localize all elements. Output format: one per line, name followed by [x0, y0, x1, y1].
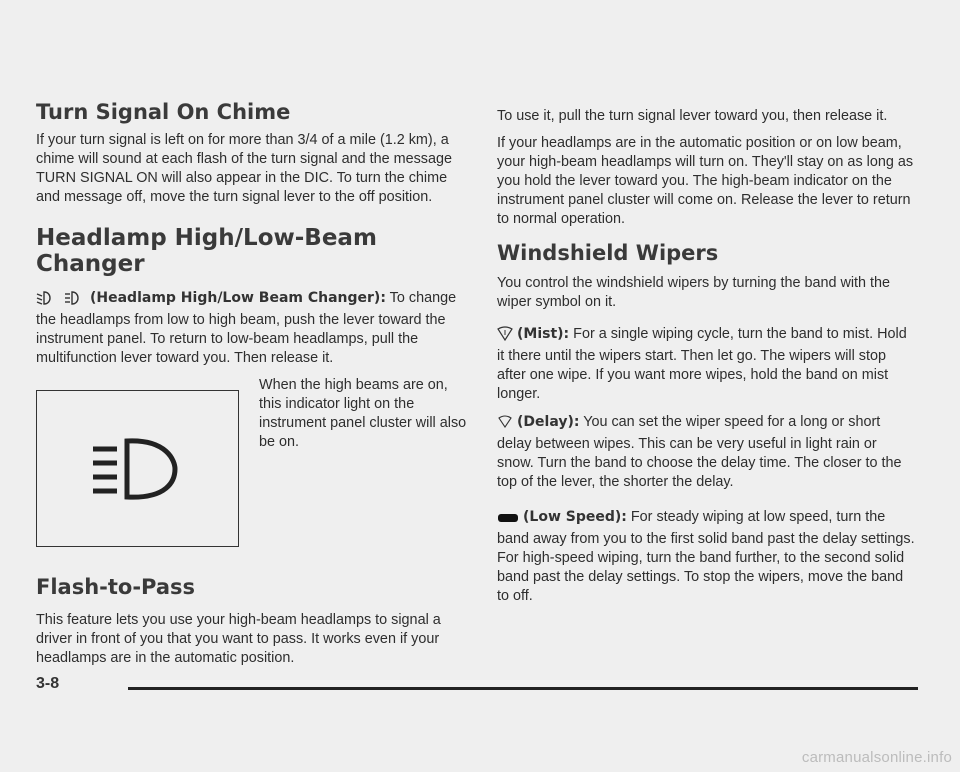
turn-signal-body: If your turn signal is left on for more than 3/4 of a mile (1.2 km), a chime will sound at each flash of the turn signal and the message TURN SIGNAL ON will also appear in the DIC. To turn the chime and message off, move the turn signal lever to the off position. — [36, 132, 452, 205]
flash-intro-paragraph: To use it, pull the turn signal lever toward you, then release it. — [497, 108, 888, 124]
indicator-figure-row — [36, 376, 466, 551]
flash-detail-paragraph: If your headlamps are in the automatic position or on low beam, your high-beam headlamps will turn on. They'll stay on as long as you hold the lever toward you. The high-beam indicator on the instrument panel cluster will come on. Release the lever to return to normal operation. — [497, 135, 914, 227]
mist-paragraph — [497, 325, 917, 404]
flash-to-pass-body: This feature lets you use your high-beam headlamps to signal a driver in front of you that you want to pass. It works even if your headlamps are in the automatic position. — [36, 612, 441, 666]
high-beam-indicator-figure — [36, 390, 239, 547]
mist-body: For a single wiping cycle, turn the band to mist. Hold it there until the wipers start. Then let go. The wipers will stop after one wipe. If you want more wipes, hold the band on mist longer. — [497, 326, 907, 402]
low-speed-body: For steady wiping at low speed, turn the band away from you to the first solid band past the delay settings. For high-speed wiping, turn the band further, to the second solid band past the delay settings. To stop the wipers, move the band to off. — [497, 509, 915, 604]
headlamp-heading: Headlamp High/Low-Beam Changer — [36, 225, 377, 277]
mist-wiper-icon — [497, 326, 513, 347]
delay-paragraph — [497, 413, 917, 492]
high-beam-indicator-icon — [37, 391, 237, 545]
flash-to-pass-heading: Flash-to-Pass — [36, 575, 196, 599]
left-column — [36, 100, 466, 668]
headlamp-body: To change the headlamps from low to high beam, push the lever toward the instrument panel. To return to low-beam headlamps, pull the multifunction lever toward you. Then release it. — [36, 290, 457, 366]
right-column — [497, 107, 917, 606]
wipers-intro: You control the windshield wipers by turning the band with the wiper symbol on it. — [497, 275, 891, 310]
delay-wiper-icon — [497, 414, 513, 435]
low-speed-paragraph — [497, 508, 917, 606]
indicator-description: When the high beams are on, this indicator light on the instrument panel cluster will also be on. — [259, 377, 467, 450]
headlamp-lead: (Headlamp High/Low Beam Changer): — [90, 290, 386, 306]
low-speed-bar-icon — [497, 511, 519, 530]
watermark: carmanualsonline.info — [801, 749, 952, 766]
headlamp-paragraph — [36, 289, 466, 368]
delay-body: You can set the wiper speed for a long or short delay between wipes. This can be very useful in light rain or snow. Turn the band to choose the delay time. The closer to the top of the lever, the shorter the delay. — [497, 414, 902, 490]
mist-lead: (Mist): — [517, 326, 570, 342]
page-number: 3-8 — [36, 675, 60, 692]
delay-lead: (Delay): — [517, 414, 580, 430]
low-beam-icon — [36, 291, 54, 311]
low-speed-lead: (Low Speed): — [523, 509, 627, 525]
footer-rule — [128, 687, 918, 690]
high-beam-icon — [64, 291, 82, 311]
windshield-wipers-heading: Windshield Wipers — [497, 241, 719, 265]
turn-signal-heading: Turn Signal On Chime — [36, 100, 291, 124]
